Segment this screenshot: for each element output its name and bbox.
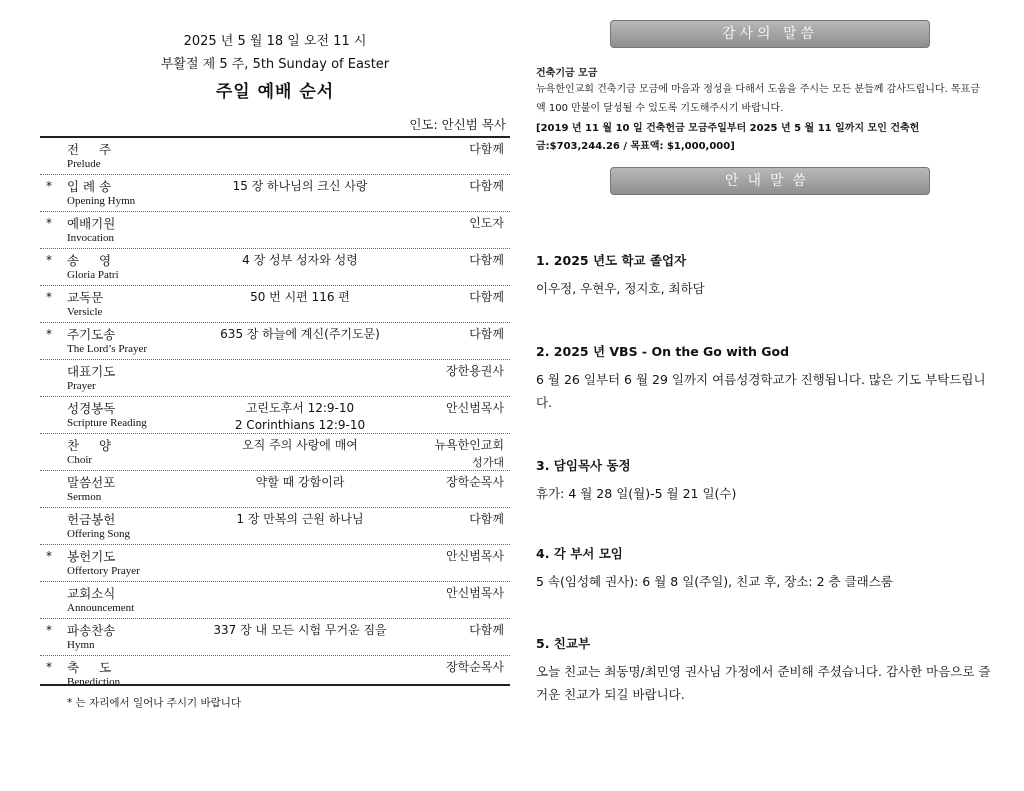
announcement-body: 휴가: 4 월 28 일(월)-5 월 21 일(수) — [536, 486, 737, 501]
service-row — [40, 360, 510, 397]
announcement-item — [536, 634, 998, 706]
building-fund-text: 뉴욕한인교회 건축기금 모금에 마음과 정성을 다해서 도움을 주시는 모든 분들께 감사드립니다. 목표금액 100 만불이 달성될 수 있도록 기도해주시기 바랍니다. — [536, 84, 980, 114]
announcement-title: 4. 각 부서 모임 — [536, 546, 623, 561]
item-name-english: Offering Song — [67, 528, 131, 540]
item-leader: 다함께 — [469, 290, 504, 304]
announcement-body: 이우정, 우현우, 정지호, 최하담 — [536, 281, 705, 296]
item-name-english: The Lord’s Prayer — [67, 343, 148, 355]
service-row — [40, 545, 510, 582]
item-name-korean: 파송찬송 — [67, 623, 116, 638]
announcement-item — [536, 456, 998, 505]
service-row — [40, 323, 510, 360]
item-name-korean: 대표기도 — [67, 364, 116, 379]
item-name-korean: 헌금봉헌 — [67, 512, 116, 527]
item-leader: 장한용권사 — [446, 364, 504, 378]
item-name-english: Benediction — [67, 676, 121, 688]
service-row — [40, 471, 510, 508]
standing-mark: * — [46, 290, 52, 304]
service-row — [40, 175, 510, 212]
item-detail: 50 번 시편 116 편 — [250, 290, 350, 304]
item-name-korean: 봉헌기도 — [67, 549, 116, 564]
item-name-english: Gloria Patri — [67, 269, 119, 281]
item-name-english: Prelude — [67, 158, 101, 170]
item-detail: 337 장 내 모든 시험 무거운 짐을 — [213, 623, 387, 637]
item-name-korean: 축 도 — [67, 660, 112, 675]
item-name-english: Choir — [67, 454, 93, 466]
standing-mark: * — [46, 253, 52, 267]
standing-mark: * — [46, 327, 52, 341]
building-fund-heading: 건축기금 모금 — [536, 68, 598, 79]
service-leader: 인도: 안신범 목사 — [409, 117, 506, 132]
item-leader: 다함께 — [469, 512, 504, 526]
announcements-banner: 안내말씀 — [610, 167, 930, 195]
item-name-korean: 교독문 — [67, 290, 104, 305]
item-name-korean: 찬 양 — [67, 438, 112, 453]
item-name-english: Hymn — [67, 639, 95, 651]
announcement-title: 1. 2025 년도 학교 졸업자 — [536, 253, 687, 268]
item-detail: 635 장 하늘에 계신(주기도문) — [220, 327, 380, 341]
announcement-item — [536, 251, 998, 300]
item-detail: 15 장 하나님의 크신 사랑 — [232, 179, 368, 193]
standing-mark: * — [46, 179, 52, 193]
item-detail: 1 장 만복의 근원 하나님 — [236, 512, 364, 526]
item-leader: 인도자 — [469, 216, 504, 230]
item-leader: 장학순목사 — [446, 660, 504, 674]
item-name-korean: 주기도송 — [67, 327, 116, 342]
item-detail: 고린도후서 12:9-10 — [245, 401, 355, 415]
item-name-english: Prayer — [67, 380, 96, 392]
service-row — [40, 249, 510, 286]
item-name-korean: 예배기원 — [67, 216, 116, 231]
item-name-korean: 말씀선포 — [67, 475, 116, 490]
item-leader: 안신범목사 — [446, 401, 504, 415]
building-fund-total: [2019 년 11 월 10 일 건축헌금 모금주일부터 2025 년 5 월 11 일까지 모인 건축헌금:$703,244.26 / 목표액: $1,000,000] — [536, 123, 920, 152]
item-name-english: Sermon — [67, 491, 102, 503]
service-row — [40, 397, 510, 434]
liturgical-season: 부활절 제 5 주, 5th Sunday of Easter — [160, 57, 390, 72]
item-name-korean: 성경봉독 — [67, 401, 116, 416]
item-detail-secondary: 2 Corinthians 12:9-10 — [234, 418, 366, 432]
service-row — [40, 619, 510, 656]
item-leader: 다함께 — [469, 253, 504, 267]
item-detail: 4 장 성부 성자와 성령 — [242, 253, 358, 267]
service-order-list — [40, 138, 510, 692]
item-leader: 뉴욕한인교회 — [434, 438, 504, 452]
announcement-title: 2. 2025 년 VBS - On the Go with God — [536, 344, 790, 359]
service-row — [40, 656, 510, 692]
item-name-english: Opening Hymn — [67, 195, 136, 207]
item-name-korean: 송 영 — [67, 253, 112, 268]
item-leader: 안신범목사 — [446, 586, 504, 600]
standing-footnote: * 는 자리에서 일어나 주시기 바랍니다 — [67, 697, 242, 709]
bottom-divider — [40, 684, 510, 686]
item-leader-secondary: 성가대 — [472, 456, 504, 469]
service-row — [40, 434, 510, 471]
announcement-body: 5 속(임성혜 권사): 6 월 8 일(주일), 친교 후, 장소: 2 층 클래스룸 — [536, 574, 893, 589]
announcement-body: 오늘 친교는 최동명/최민영 권사님 가정에서 준비해 주셨습니다. 감사한 마음으로 즐거운 친교가 되길 바랍니다. — [536, 664, 991, 702]
item-name-korean: 입 례 송 — [67, 179, 112, 194]
item-name-english: Announcement — [67, 602, 135, 614]
item-leader: 장학순목사 — [446, 475, 504, 489]
item-name-english: Scripture Reading — [67, 417, 147, 429]
service-row — [40, 582, 510, 619]
item-name-korean: 전 주 — [67, 142, 112, 157]
page-title: 주일 예배 순서 — [215, 82, 335, 102]
item-leader: 다함께 — [469, 623, 504, 637]
item-name-english: Offertory Prayer — [67, 565, 140, 577]
thanks-banner: 감사의 말씀 — [610, 20, 930, 48]
item-leader: 다함께 — [469, 179, 504, 193]
standing-mark: * — [46, 623, 52, 637]
announcement-title: 3. 담임목사 동정 — [536, 458, 631, 473]
service-date: 2025 년 5 월 18 일 오전 11 시 — [183, 34, 367, 49]
item-name-english: Invocation — [67, 232, 115, 244]
service-row — [40, 212, 510, 249]
standing-mark: * — [46, 216, 52, 230]
item-leader: 다함께 — [469, 327, 504, 341]
standing-mark: * — [46, 660, 52, 674]
announcement-item — [536, 544, 998, 593]
item-leader: 안신범목사 — [446, 549, 504, 563]
announcement-body: 6 월 26 일부터 6 월 29 일까지 여름성경학교가 진행됩니다. 많은 기도 부탁드립니다. — [536, 372, 986, 410]
standing-mark: * — [46, 549, 52, 563]
item-leader: 다함께 — [469, 142, 504, 156]
item-name-english: Versicle — [67, 306, 103, 318]
announcement-item — [536, 342, 998, 414]
item-detail: 약할 때 강함이라 — [255, 475, 345, 489]
service-row — [40, 138, 510, 175]
item-name-korean: 교회소식 — [67, 586, 116, 601]
item-detail: 오직 주의 사랑에 매여 — [242, 438, 358, 452]
service-row — [40, 286, 510, 323]
announcement-title: 5. 친교부 — [536, 636, 591, 651]
service-row — [40, 508, 510, 545]
